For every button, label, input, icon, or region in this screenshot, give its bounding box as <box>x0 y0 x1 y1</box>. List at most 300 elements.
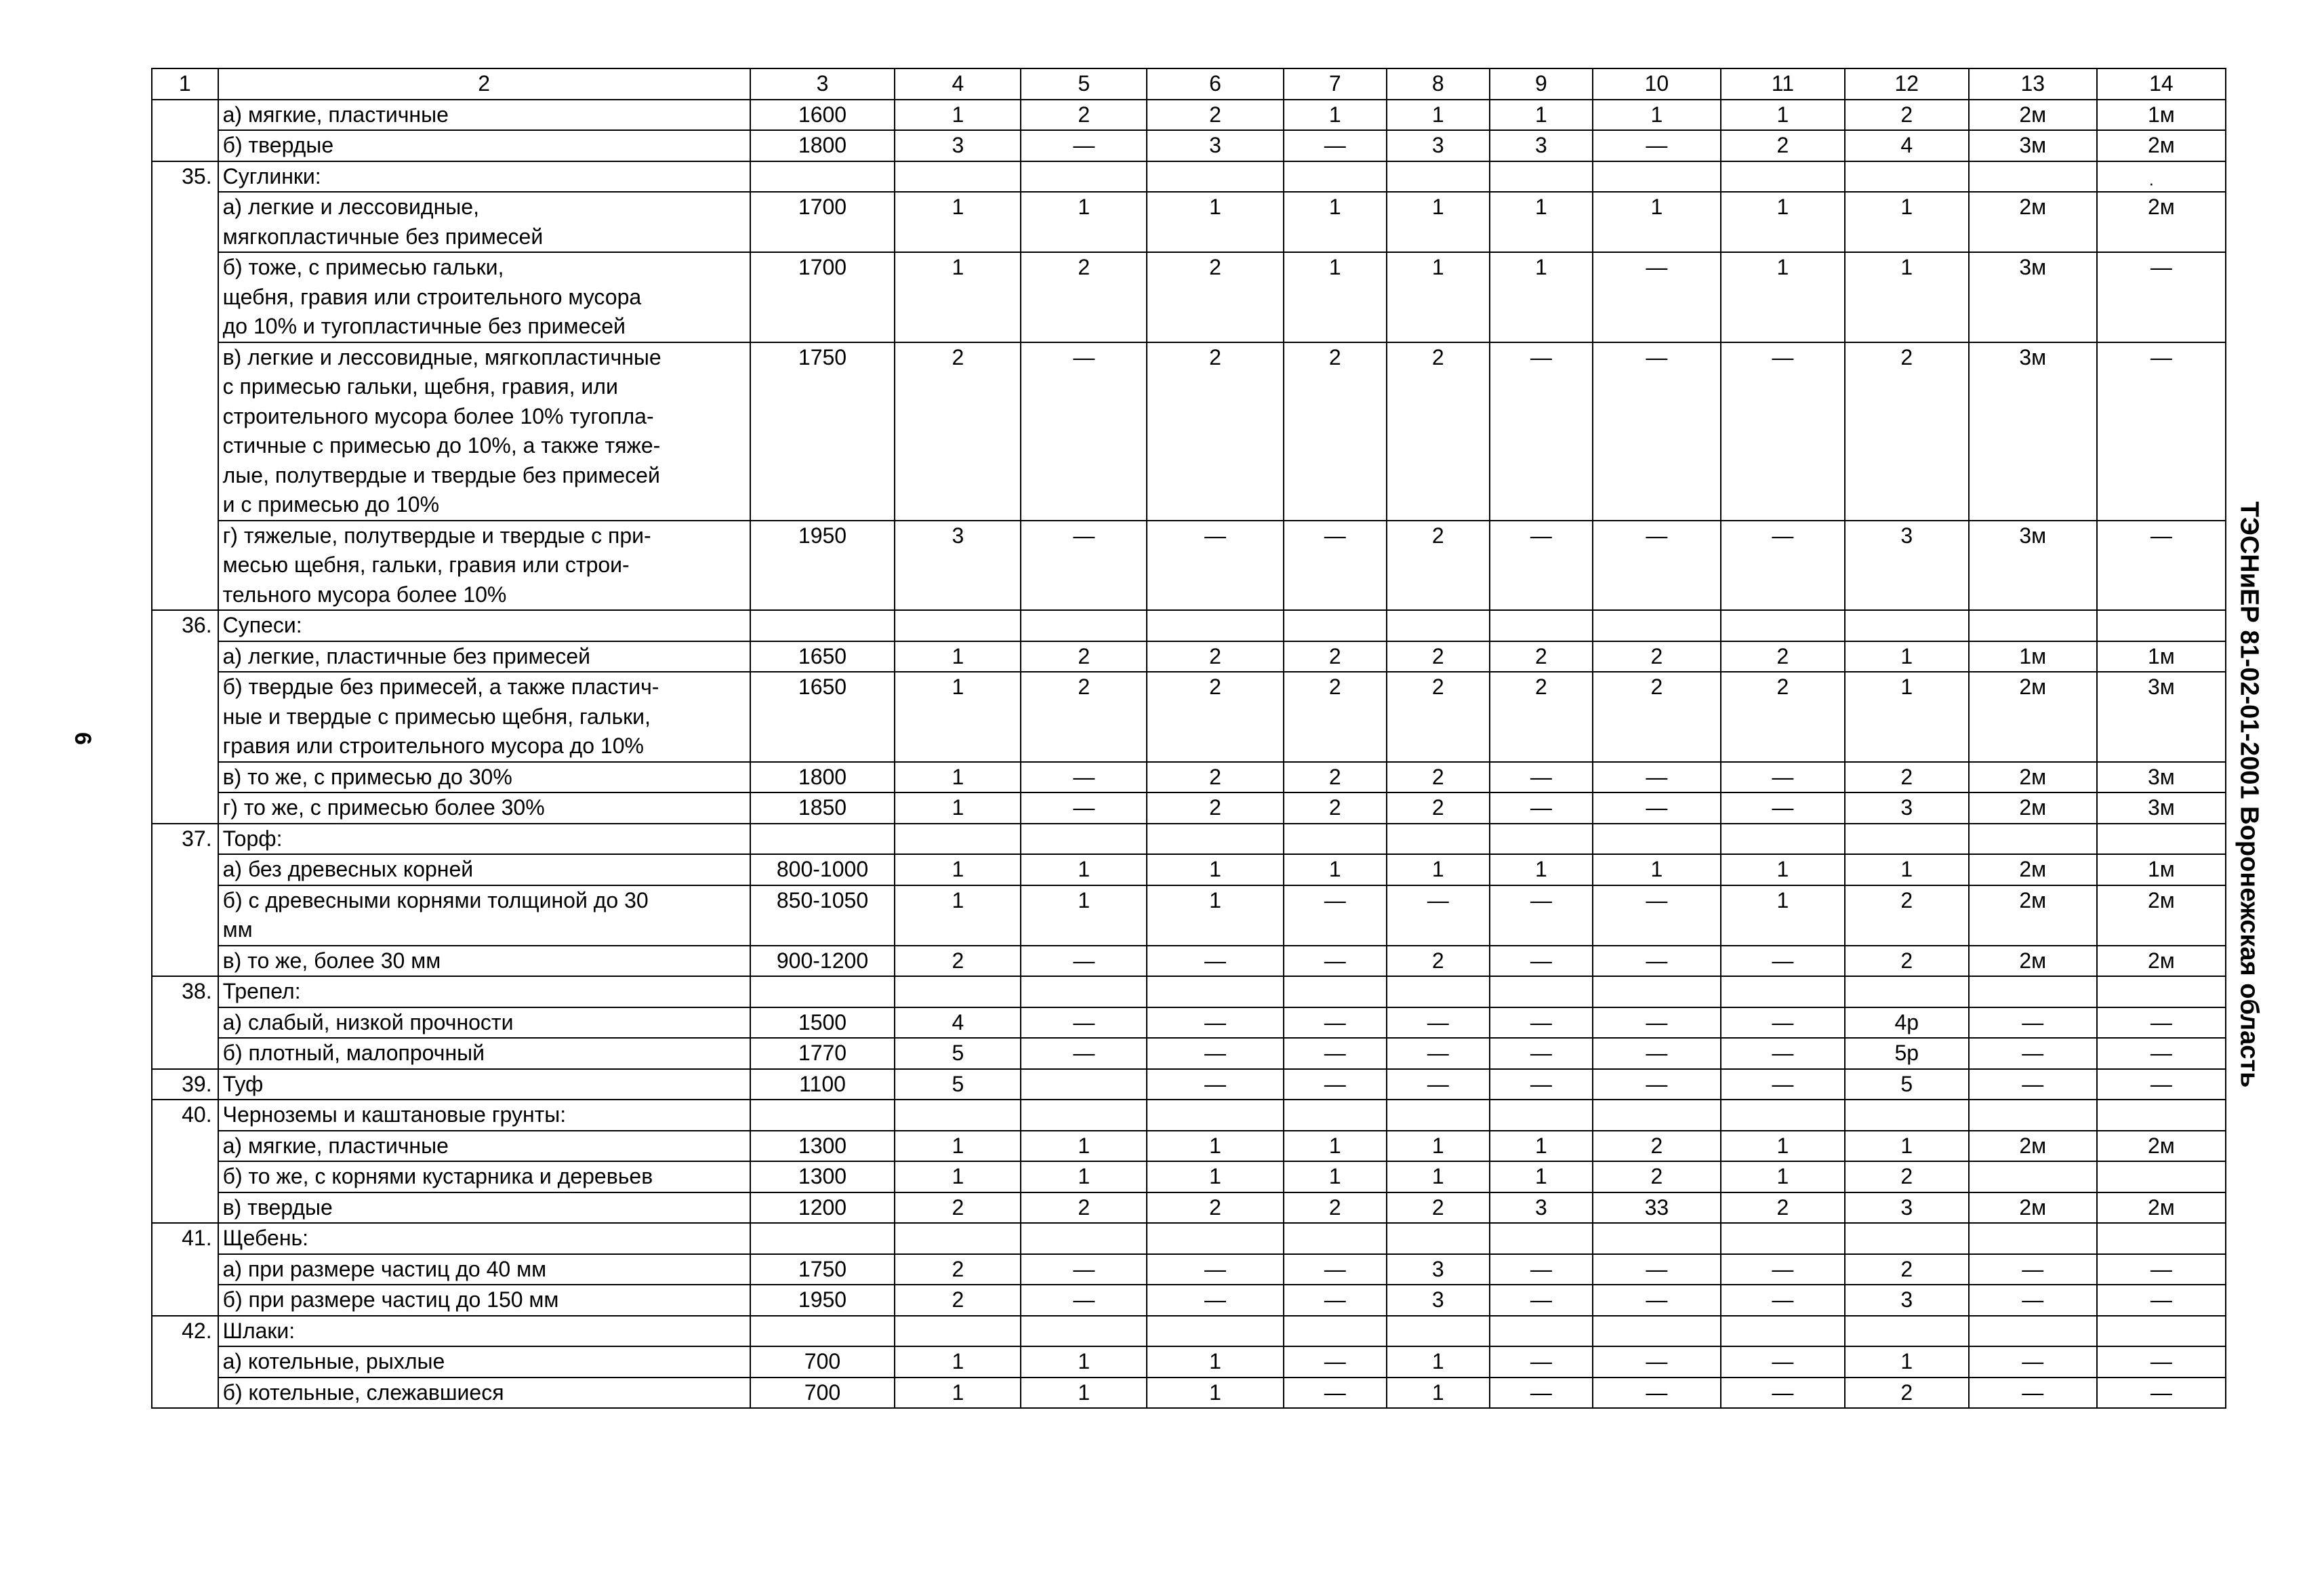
value-cell: 2 <box>1387 1192 1490 1224</box>
value-cell <box>1284 161 1387 193</box>
value-cell: 2 <box>1845 1161 1969 1192</box>
value-cell: 2 <box>1593 1161 1721 1192</box>
value-cell: 1 <box>895 1161 1021 1192</box>
value-cell: 1 <box>1490 192 1593 252</box>
value-cell: 2м <box>1969 672 2097 762</box>
value-cell: — <box>1969 1007 2097 1039</box>
value-cell: — <box>1490 1346 1593 1378</box>
value-cell <box>1284 976 1387 1007</box>
value-cell <box>1593 976 1721 1007</box>
soil-name: Торф: <box>218 824 750 855</box>
value-cell: — <box>1021 946 1147 977</box>
row-number <box>152 1346 218 1378</box>
value-cell: 33 <box>1593 1192 1721 1224</box>
value-cell: 2 <box>1147 252 1283 342</box>
value-cell: — <box>1284 1038 1387 1069</box>
value-cell: 2м <box>1969 100 2097 131</box>
value-cell: 2м <box>2097 946 2226 977</box>
value-cell: 1600 <box>750 100 895 131</box>
value-cell: 1 <box>1845 252 1969 342</box>
value-cell: 2 <box>1284 1192 1387 1224</box>
value-cell: — <box>2097 1285 2226 1316</box>
page-number: 6 <box>69 732 96 745</box>
column-header: 2 <box>218 68 750 100</box>
value-cell: — <box>1593 130 1721 161</box>
soil-name: Черноземы и каштановые грунты: <box>218 1100 750 1131</box>
value-cell: 800-1000 <box>750 854 895 885</box>
row-number <box>152 1192 218 1224</box>
column-header: 1 <box>152 68 218 100</box>
value-cell: — <box>1387 885 1490 946</box>
value-cell: 1 <box>1147 192 1283 252</box>
value-cell: — <box>1021 521 1147 611</box>
value-cell <box>1387 1316 1490 1347</box>
value-cell <box>1387 976 1490 1007</box>
value-cell <box>1147 976 1283 1007</box>
value-cell: 1 <box>1593 854 1721 885</box>
value-cell: 1 <box>1147 854 1283 885</box>
value-cell <box>895 1100 1021 1131</box>
value-cell: 1950 <box>750 1285 895 1316</box>
value-cell <box>895 976 1021 1007</box>
row-number <box>152 946 218 977</box>
value-cell: 1100 <box>750 1069 895 1100</box>
value-cell: 2 <box>1387 641 1490 672</box>
value-cell: 1300 <box>750 1161 895 1192</box>
value-cell: 1 <box>1490 1161 1593 1192</box>
soil-name: Шлаки: <box>218 1316 750 1347</box>
row-number: 41. <box>152 1223 218 1254</box>
table-row <box>152 854 2226 885</box>
value-cell: 1 <box>1721 1161 1845 1192</box>
column-header: 12 <box>1845 68 1969 100</box>
value-cell: — <box>1284 885 1387 946</box>
value-cell: — <box>1147 1038 1283 1069</box>
soil-name: а) мягкие, пластичные <box>218 100 750 131</box>
table-row <box>152 976 2226 1007</box>
row-number: 36. <box>152 610 218 641</box>
value-cell <box>895 1316 1021 1347</box>
value-cell <box>1593 161 1721 193</box>
value-cell: 5 <box>895 1069 1021 1100</box>
value-cell: 1 <box>1284 252 1387 342</box>
value-cell: — <box>1721 342 1845 521</box>
value-cell: — <box>1721 762 1845 793</box>
soil-name: в) легкие и лессовидные, мягкопластичные с примесью гальки, щебня, гравия, или строительного мусора более 10% тугопла- стичные с примесью до 10%, а также тяже- лые, полутвердые и твердые без примесей и с примесью до 10% <box>218 342 750 521</box>
value-cell: — <box>2097 1069 2226 1100</box>
value-cell: — <box>1284 130 1387 161</box>
table-row <box>152 885 2226 946</box>
value-cell: 3 <box>1387 130 1490 161</box>
value-cell: 1 <box>895 854 1021 885</box>
value-cell: — <box>1593 521 1721 611</box>
row-number <box>152 1254 218 1285</box>
value-cell: — <box>1284 1346 1387 1378</box>
value-cell: 2 <box>895 1254 1021 1285</box>
value-cell: — <box>1593 885 1721 946</box>
value-cell: 1 <box>895 1131 1021 1162</box>
value-cell: 1м <box>2097 641 2226 672</box>
row-number <box>152 1038 218 1069</box>
value-cell: — <box>1021 762 1147 793</box>
value-cell: 2м <box>2097 1192 2226 1224</box>
row-number <box>152 1378 218 1409</box>
value-cell: — <box>1969 1285 2097 1316</box>
value-cell: — <box>1021 792 1147 824</box>
soil-name: Щебень: <box>218 1223 750 1254</box>
value-cell <box>1284 1316 1387 1347</box>
value-cell: 850-1050 <box>750 885 895 946</box>
value-cell: 1 <box>1845 672 1969 762</box>
value-cell <box>1721 1316 1845 1347</box>
column-header: 3 <box>750 68 895 100</box>
value-cell <box>1490 824 1593 855</box>
value-cell: 1 <box>1845 641 1969 672</box>
value-cell: 1 <box>895 192 1021 252</box>
value-cell: 1 <box>1147 1346 1283 1378</box>
soil-name: а) без древесных корней <box>218 854 750 885</box>
value-cell: 1 <box>1387 854 1490 885</box>
value-cell: 2 <box>1387 762 1490 793</box>
value-cell: 2 <box>895 946 1021 977</box>
value-cell: 1 <box>895 252 1021 342</box>
value-cell: 1750 <box>750 342 895 521</box>
row-number <box>152 1161 218 1192</box>
value-cell: — <box>2097 1007 2226 1039</box>
value-cell <box>1969 824 2097 855</box>
value-cell <box>1969 1100 2097 1131</box>
table-row <box>152 762 2226 793</box>
row-number <box>152 672 218 762</box>
value-cell: 900-1200 <box>750 946 895 977</box>
value-cell: 1 <box>1845 1346 1969 1378</box>
value-cell: 1 <box>1387 192 1490 252</box>
value-cell <box>1721 1100 1845 1131</box>
value-cell <box>1284 824 1387 855</box>
value-cell: 1 <box>895 1378 1021 1409</box>
soil-name: Супеси: <box>218 610 750 641</box>
table-row <box>152 192 2226 252</box>
value-cell: 3 <box>1387 1254 1490 1285</box>
soil-name: б) твердые без примесей, а также пластич- ные и твердые с примесью щебня, гальки, гравия или строительного мусора до 10% <box>218 672 750 762</box>
value-cell <box>1969 1316 2097 1347</box>
value-cell: 3 <box>1845 1285 1969 1316</box>
value-cell: — <box>1284 1069 1387 1100</box>
value-cell: 1 <box>1593 192 1721 252</box>
column-header: 9 <box>1490 68 1593 100</box>
value-cell: 2 <box>1147 100 1283 131</box>
value-cell: 2 <box>1721 130 1845 161</box>
value-cell: 1700 <box>750 192 895 252</box>
value-cell <box>1147 1100 1283 1131</box>
value-cell: 1850 <box>750 792 895 824</box>
value-cell: 2 <box>1147 762 1283 793</box>
value-cell: 3 <box>1845 1192 1969 1224</box>
table-row <box>152 672 2226 762</box>
value-cell: 2 <box>1845 342 1969 521</box>
value-cell: — <box>1593 1285 1721 1316</box>
value-cell: 1 <box>1021 1161 1147 1192</box>
table-row <box>152 1346 2226 1378</box>
value-cell: 2 <box>1147 1192 1283 1224</box>
value-cell: — <box>1593 792 1721 824</box>
row-number: 39. <box>152 1069 218 1100</box>
value-cell <box>1021 161 1147 193</box>
table-row <box>152 342 2226 521</box>
value-cell: 3 <box>1147 130 1283 161</box>
value-cell: — <box>2097 342 2226 521</box>
value-cell: — <box>1721 1007 1845 1039</box>
value-cell: 2 <box>1387 672 1490 762</box>
value-cell <box>2097 1316 2226 1347</box>
value-cell: 1 <box>895 792 1021 824</box>
value-cell: — <box>1490 885 1593 946</box>
value-cell: 1200 <box>750 1192 895 1224</box>
value-cell: 5р <box>1845 1038 1969 1069</box>
value-cell <box>1387 824 1490 855</box>
value-cell: — <box>1969 1069 2097 1100</box>
value-cell <box>895 161 1021 193</box>
value-cell <box>1969 610 2097 641</box>
value-cell: — <box>1593 342 1721 521</box>
value-cell: — <box>2097 1378 2226 1409</box>
soil-name: б) плотный, малопрочный <box>218 1038 750 1069</box>
value-cell: — <box>1490 1038 1593 1069</box>
column-header: 6 <box>1147 68 1283 100</box>
column-header: 10 <box>1593 68 1721 100</box>
table-row <box>152 1316 2226 1347</box>
value-cell: 700 <box>750 1378 895 1409</box>
value-cell: 2 <box>1490 641 1593 672</box>
value-cell: 2 <box>1593 672 1721 762</box>
value-cell: — <box>1284 1378 1387 1409</box>
value-cell <box>750 1100 895 1131</box>
value-cell <box>1845 1223 1969 1254</box>
soil-name: а) мягкие, пластичные <box>218 1131 750 1162</box>
value-cell <box>1490 1316 1593 1347</box>
value-cell <box>1721 976 1845 1007</box>
table-row <box>152 1285 2226 1316</box>
value-cell <box>2097 1100 2226 1131</box>
table-row <box>152 161 2226 193</box>
value-cell <box>1387 161 1490 193</box>
value-cell: 1 <box>895 641 1021 672</box>
soil-name: в) твердые <box>218 1192 750 1224</box>
value-cell: 1300 <box>750 1131 895 1162</box>
value-cell: — <box>1021 1007 1147 1039</box>
value-cell <box>1593 1223 1721 1254</box>
value-cell <box>1387 1100 1490 1131</box>
value-cell: 3м <box>1969 252 2097 342</box>
value-cell: — <box>1490 342 1593 521</box>
value-cell: — <box>1721 1285 1845 1316</box>
value-cell: 1650 <box>750 641 895 672</box>
row-number <box>152 854 218 885</box>
value-cell <box>895 610 1021 641</box>
value-cell: 1 <box>1490 1131 1593 1162</box>
value-cell <box>1284 1223 1387 1254</box>
column-header: 7 <box>1284 68 1387 100</box>
column-header: 5 <box>1021 68 1147 100</box>
value-cell: 1 <box>1284 1161 1387 1192</box>
value-cell: 1 <box>1021 1131 1147 1162</box>
row-number <box>152 521 218 611</box>
column-header: 13 <box>1969 68 2097 100</box>
value-cell: 2м <box>2097 1131 2226 1162</box>
row-number <box>152 130 218 161</box>
value-cell: — <box>1387 1038 1490 1069</box>
value-cell <box>1593 1316 1721 1347</box>
value-cell: 1 <box>1147 885 1283 946</box>
value-cell <box>1387 1223 1490 1254</box>
value-cell: 1 <box>1387 1378 1490 1409</box>
value-cell: 2 <box>1147 342 1283 521</box>
value-cell: — <box>1387 1069 1490 1100</box>
value-cell: — <box>1593 946 1721 977</box>
value-cell: 2 <box>895 342 1021 521</box>
value-cell: 1 <box>1721 854 1845 885</box>
value-cell <box>1490 1223 1593 1254</box>
value-cell: 1500 <box>750 1007 895 1039</box>
value-cell: 3м <box>1969 130 2097 161</box>
value-cell <box>2097 610 2226 641</box>
value-cell: 1 <box>1284 854 1387 885</box>
value-cell <box>1721 824 1845 855</box>
value-cell <box>1490 976 1593 1007</box>
soil-name: Трепел: <box>218 976 750 1007</box>
value-cell: — <box>1284 1007 1387 1039</box>
value-cell: — <box>1147 521 1283 611</box>
column-header: 4 <box>895 68 1021 100</box>
soil-name: б) твердые <box>218 130 750 161</box>
table-row <box>152 824 2226 855</box>
table-row <box>152 252 2226 342</box>
value-cell: — <box>2097 252 2226 342</box>
row-number <box>152 192 218 252</box>
value-cell: 1 <box>1284 192 1387 252</box>
value-cell: 1 <box>1021 192 1147 252</box>
value-cell: 3м <box>2097 762 2226 793</box>
value-cell <box>2097 1161 2226 1192</box>
value-cell <box>1284 610 1387 641</box>
value-cell: 3 <box>1387 1285 1490 1316</box>
value-cell <box>1021 1223 1147 1254</box>
value-cell: — <box>1969 1378 2097 1409</box>
value-cell <box>1021 976 1147 1007</box>
value-cell: 2 <box>1021 641 1147 672</box>
value-cell: 2 <box>1284 792 1387 824</box>
row-number <box>152 885 218 946</box>
table-row <box>152 100 2226 131</box>
value-cell: 1 <box>1845 192 1969 252</box>
value-cell: 1 <box>1490 252 1593 342</box>
value-cell: — <box>1593 1038 1721 1069</box>
value-cell: — <box>1490 1378 1593 1409</box>
value-cell <box>1021 610 1147 641</box>
value-cell: — <box>1721 1254 1845 1285</box>
value-cell <box>1969 1223 2097 1254</box>
value-cell: — <box>1721 946 1845 977</box>
value-cell <box>1147 1316 1283 1347</box>
row-number <box>152 762 218 793</box>
value-cell: 1 <box>1490 100 1593 131</box>
value-cell: — <box>1593 1069 1721 1100</box>
value-cell: 2 <box>1490 672 1593 762</box>
value-cell: — <box>2097 1038 2226 1069</box>
soil-name: а) при размере частиц до 40 мм <box>218 1254 750 1285</box>
value-cell: 3 <box>1845 792 1969 824</box>
value-cell: 2 <box>1845 1378 1969 1409</box>
value-cell <box>1845 610 1969 641</box>
value-cell: — <box>1969 1254 2097 1285</box>
table-row <box>152 521 2226 611</box>
soil-name: в) то же, более 30 мм <box>218 946 750 977</box>
column-header: 14 <box>2097 68 2226 100</box>
column-header: 11 <box>1721 68 1845 100</box>
value-cell: — <box>2097 1254 2226 1285</box>
value-cell: 5 <box>895 1038 1021 1069</box>
value-cell: — <box>1147 1285 1283 1316</box>
value-cell <box>1021 1069 1147 1100</box>
value-cell: 1 <box>1284 100 1387 131</box>
table-row <box>152 946 2226 977</box>
value-cell <box>1593 1100 1721 1131</box>
value-cell <box>895 824 1021 855</box>
table-row <box>152 1131 2226 1162</box>
value-cell: 1 <box>1721 192 1845 252</box>
value-cell: — <box>1490 521 1593 611</box>
row-number <box>152 1131 218 1162</box>
value-cell: 1 <box>1387 252 1490 342</box>
value-cell: — <box>1593 1346 1721 1378</box>
value-cell <box>1845 1100 1969 1131</box>
value-cell: 1 <box>895 100 1021 131</box>
value-cell: 1 <box>1721 252 1845 342</box>
table-row <box>152 1161 2226 1192</box>
value-cell: 1 <box>1147 1378 1283 1409</box>
value-cell: 2м <box>1969 1192 2097 1224</box>
value-cell <box>1721 610 1845 641</box>
value-cell: — <box>1490 1285 1593 1316</box>
value-cell: — <box>1593 762 1721 793</box>
value-cell: 1950 <box>750 521 895 611</box>
value-cell <box>1147 610 1283 641</box>
soil-name: а) легкие, пластичные без примесей <box>218 641 750 672</box>
value-cell <box>1845 161 1969 193</box>
value-cell: 1 <box>1593 100 1721 131</box>
row-number <box>152 641 218 672</box>
value-cell: 2 <box>1021 252 1147 342</box>
value-cell: — <box>1147 1254 1283 1285</box>
value-cell: 1 <box>1387 1346 1490 1378</box>
soil-name: а) легкие и лессовидные, мягкопластичные без примесей <box>218 192 750 252</box>
value-cell: — <box>1721 521 1845 611</box>
value-cell: 2 <box>1284 342 1387 521</box>
soil-name: б) тоже, с примесью гальки, щебня, гравия или строительного мусора до 10% и тугопластичные без примесей <box>218 252 750 342</box>
soil-name: б) котельные, слежавшиеся <box>218 1378 750 1409</box>
value-cell <box>1490 610 1593 641</box>
value-cell: 2м <box>1969 885 2097 946</box>
soil-name: б) при размере частиц до 150 мм <box>218 1285 750 1316</box>
value-cell: 2 <box>1845 100 1969 131</box>
value-cell: 1 <box>895 1346 1021 1378</box>
row-number <box>152 792 218 824</box>
soil-name: в) то же, с примесью до 30% <box>218 762 750 793</box>
table-row <box>152 1378 2226 1409</box>
value-cell <box>1147 161 1283 193</box>
value-cell: — <box>1284 1254 1387 1285</box>
table-row <box>152 1038 2226 1069</box>
